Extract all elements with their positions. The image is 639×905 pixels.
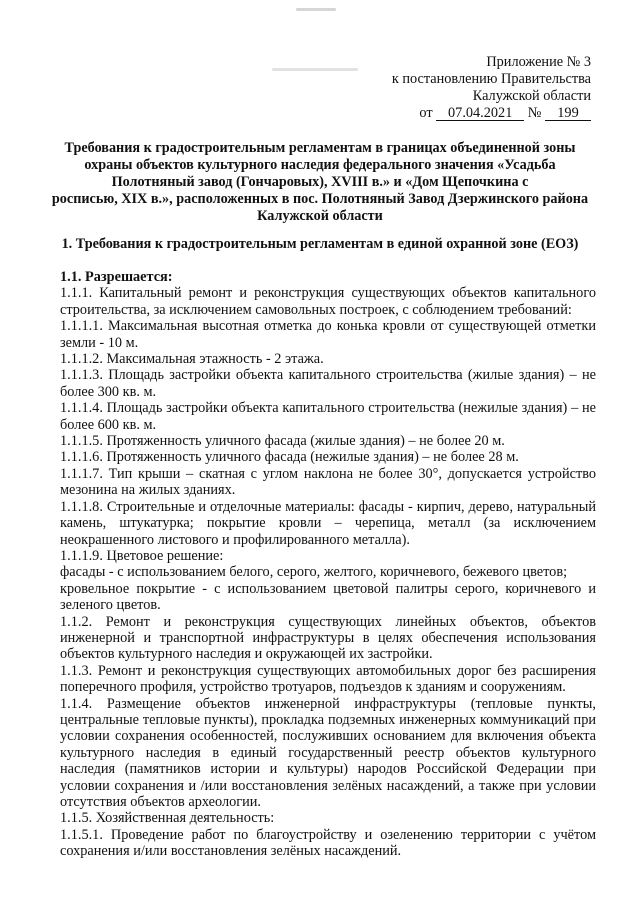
title-line: росписью, XIX в.», расположенных в пос. Полотняный Завод Дзержинского района (51, 191, 589, 207)
document-title (40, 140, 600, 225)
date-prefix: от (419, 105, 433, 121)
date-value: 07.04.2021 (436, 106, 524, 121)
appendix-region: Калужской области (472, 88, 591, 104)
paragraph-1-1-3: 1.1.3. Ремонт и реконструкция существующих автомобильных дорог без расширения поперечного профиля, устройство тротуаров, подъездов к зданиям и сооружениям. (60, 662, 596, 696)
appendix-date-line (331, 105, 591, 122)
paragraph-1-1-4: 1.1.4. Размещение объектов инженерной инфраструктуры (тепловые пункты, центральные тепловые пункты), прокладка подземных инженерных коммуникаций при условии сохранения особенностей, послуживших основанием для включения объекта культурного наследия в единый государственный реестр объектов культурного наследия (памятников истории и культуры) народов Российской Федерации при условии сохранения и /или восстановления зелёных насаждений, а также при условии отсутствия объектов археологии. (60, 695, 596, 810)
paragraph-1-1-1-7: 1.1.1.7. Тип крыши – скатная с углом наклона не более 30°, допускается устройство мезонина на жилых зданиях. (60, 465, 596, 499)
paragraph-1-1-5-1: 1.1.5.1. Проведение работ по благоустройству и озеленению территории с учётом сохранения и/или восстановления зелёных насаждений. (60, 826, 596, 860)
paragraph-1-1-1-9: 1.1.1.9. Цветовое решение: (60, 547, 224, 564)
number-prefix: № (527, 105, 542, 121)
paragraph-1-1-2: 1.1.2. Ремонт и реконструкция существующих линейных объектов, объектов инженерной и транспортной инфраструктуры в целях обеспечения использования объектов культурного наследия и окружающей их застройки. (60, 613, 596, 663)
paragraph-1-1-1-1: 1.1.1.1. Максимальная высотная отметка до конька кровли от существующей отметки земли - 10 м. (60, 318, 596, 351)
subsection-heading: 1.1. Разрешается: (60, 269, 173, 285)
title-line: охраны объектов культурного наследия федерального значения «Усадьба (84, 157, 556, 173)
paragraph-1-1-1-2: 1.1.1.2. Максимальная этажность - 2 этажа. (60, 351, 324, 368)
appendix-block (331, 54, 591, 122)
section-heading: 1. Требования к градостроительным регламентам в единой охранной зоне (ЕОЗ) (61, 236, 579, 252)
paragraph-1-1-1-4: 1.1.1.4. Площадь застройки объекта капитального строительства (нежилые здания) – не более 600 кв. м. (60, 400, 596, 433)
paragraph-1-1-1-8: 1.1.1.8. Строительные и отделочные материалы: фасады - кирпич, дерево, натуральный камень, штукатурка; покрытие кровли – черепица, металл (за исключением неокрашенного листового и профилированного металла). (60, 498, 596, 548)
scan-smudge-top (296, 8, 336, 11)
title-line: Полотняный завод (Гончаровых), XVIII в.» и «Дом Щепочкина с (111, 174, 529, 190)
title-line: Требования к градостроительным регламентам в границах объединенной зоны (64, 140, 576, 156)
paragraph-1-1-1-5: 1.1.1.5. Протяженность уличного фасада (жилые здания) – не более 20 м. (60, 433, 505, 450)
paragraph-1-1-1-3: 1.1.1.3. Площадь застройки объекта капитального строительства (жилые здания) – не более 300 кв. м. (60, 367, 596, 400)
paragraph-1-1-1: 1.1.1. Капитальный ремонт и реконструкция существующих объектов капитального строительства, за исключением самовольных построек, с соблюдением требований: (60, 285, 596, 318)
paragraph-1-1-1-6: 1.1.1.6. Протяженность уличного фасада (нежилые здания) – не более 28 м. (60, 449, 519, 466)
paragraph-roof-colors: кровельное покрытие - с использованием цветовой палитры серого, коричневого и зеленого цветов. (60, 580, 596, 614)
number-value: 199 (545, 106, 591, 121)
document-body (60, 269, 596, 860)
title-line: Калужской области (257, 208, 383, 224)
appendix-resolution: к постановлению Правительства (391, 71, 591, 87)
paragraph-facades-colors: фасады - с использованием белого, серого, желтого, коричневого, бежевого цветов; (60, 564, 568, 581)
appendix-number: Приложение № 3 (486, 54, 591, 70)
paragraph-1-1-5: 1.1.5. Хозяйственная деятельность: (60, 810, 275, 827)
